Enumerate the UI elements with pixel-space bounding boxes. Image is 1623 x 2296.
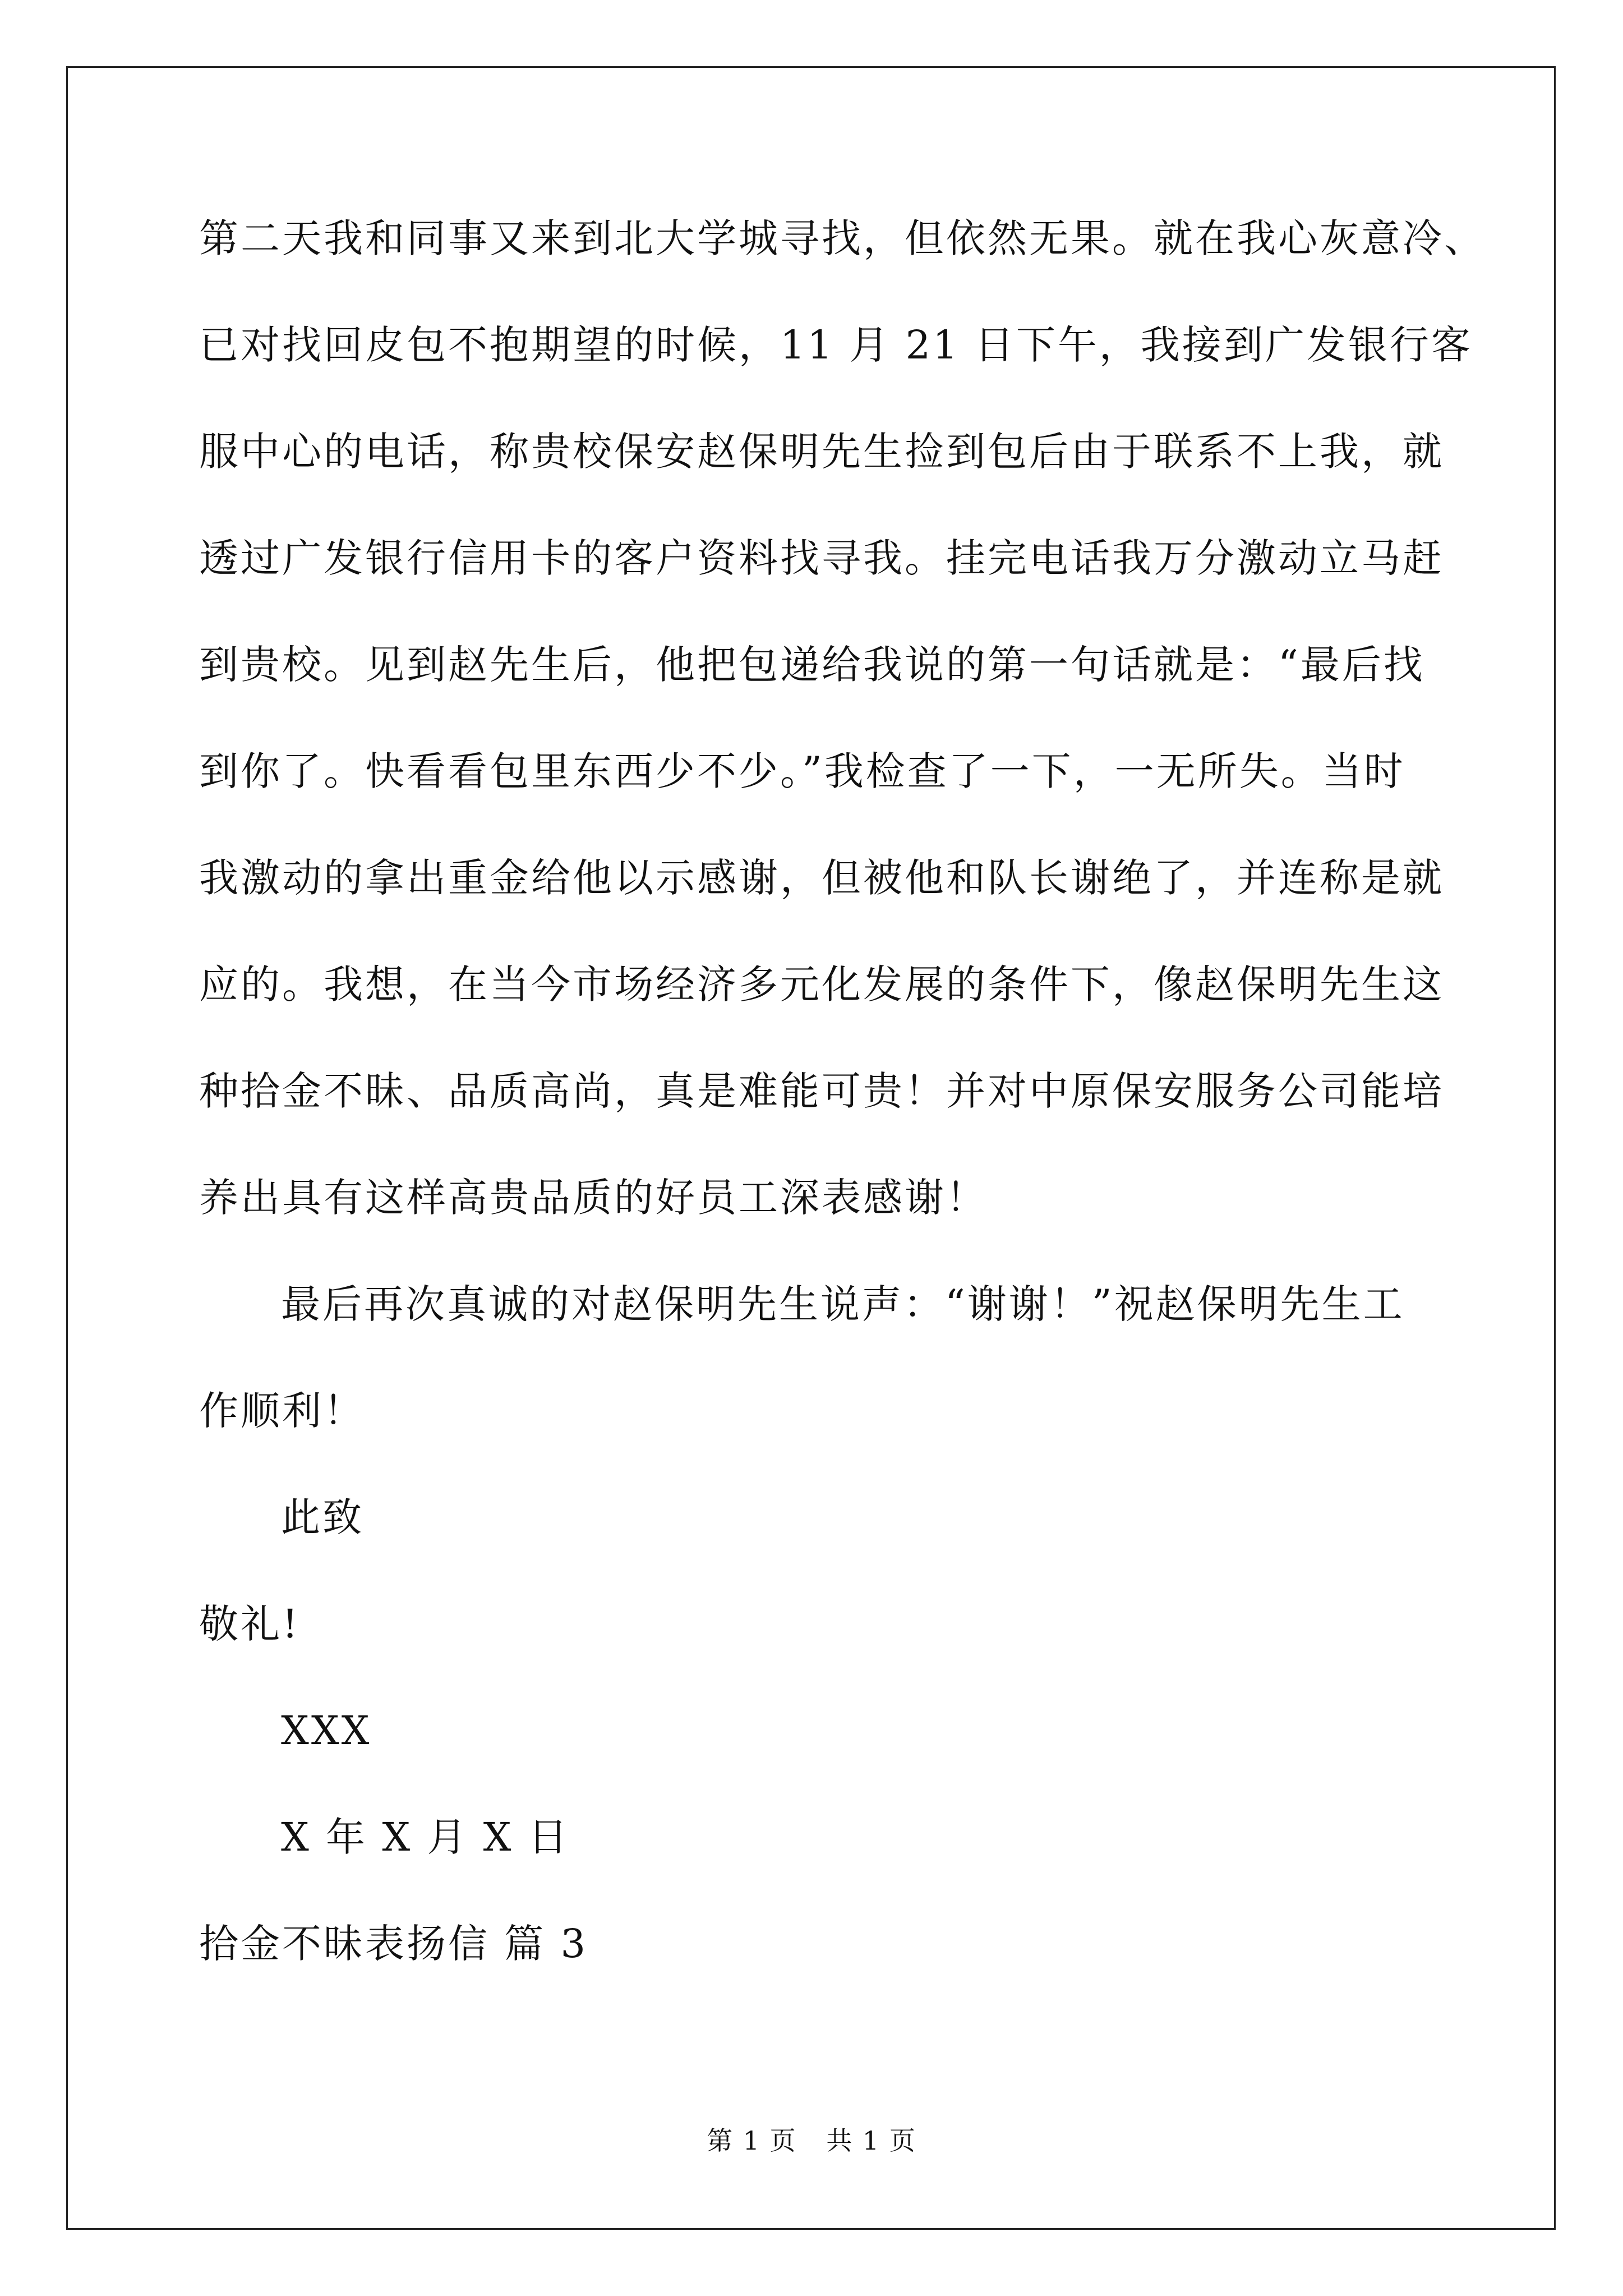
signature-block — [199, 1677, 1433, 1890]
page-number: 第 1 页 — [707, 2125, 797, 2156]
text-line: 到你了。快看看包里东西少不少。”我检查了一下，一无所失。当时 — [199, 748, 1405, 794]
text-line: 服中心的电话，称贵校保安赵保明先生捡到包后由于联系不上我，就 — [199, 429, 1444, 475]
text-line: 已对找回皮包不抱期望的时候，11 月 21 日下午，我接到广发银行客 — [199, 322, 1473, 368]
closing-salutation — [199, 1464, 1433, 1677]
paragraph-1 — [199, 185, 1486, 1251]
next-section-heading — [199, 1890, 1433, 1997]
page-total: 共 1 页 — [826, 2125, 916, 2156]
text-line: 透过广发银行信用卡的客户资料找寻我。挂完电话我万分激动立马赶 — [199, 535, 1444, 581]
document-body — [199, 185, 1486, 1997]
closing-line-2: 敬礼! — [199, 1601, 301, 1647]
closing-line-1: 此致 — [281, 1494, 364, 1540]
text-line: 作顺利！ — [199, 1388, 365, 1434]
paragraph-2 — [199, 1251, 1433, 1464]
section-heading: 拾金不昧表扬信 篇 3 — [199, 1921, 588, 1967]
text-line: 到贵校。见到赵先生后，他把包递给我说的第一句话就是：“最后找 — [199, 642, 1425, 688]
signature: XXX — [281, 1708, 372, 1754]
text-line: 养出具有这样高贵品质的好员工深表感谢！ — [199, 1175, 988, 1221]
text-line: 我激动的拿出重金给他以示感谢，但被他和队长谢绝了，并连称是就 — [199, 855, 1444, 901]
date: X 年 X 月 X 日 — [281, 1814, 570, 1860]
text-line: 应的。我想，在当今市场经济多元化发展的条件下，像赵保明先生这 — [199, 961, 1444, 1007]
text-line: 种拾金不昧、品质高尚，真是难能可贵！并对中原保安服务公司能培 — [199, 1068, 1444, 1114]
text-line: 第二天我和同事又来到北大学城寻找，但依然无果。就在我心灰意冷、 — [199, 215, 1486, 261]
page-footer — [0, 2120, 1623, 2157]
text-line: 最后再次真诚的对赵保明先生说声：“谢谢！”祝赵保明先生工 — [281, 1281, 1405, 1327]
